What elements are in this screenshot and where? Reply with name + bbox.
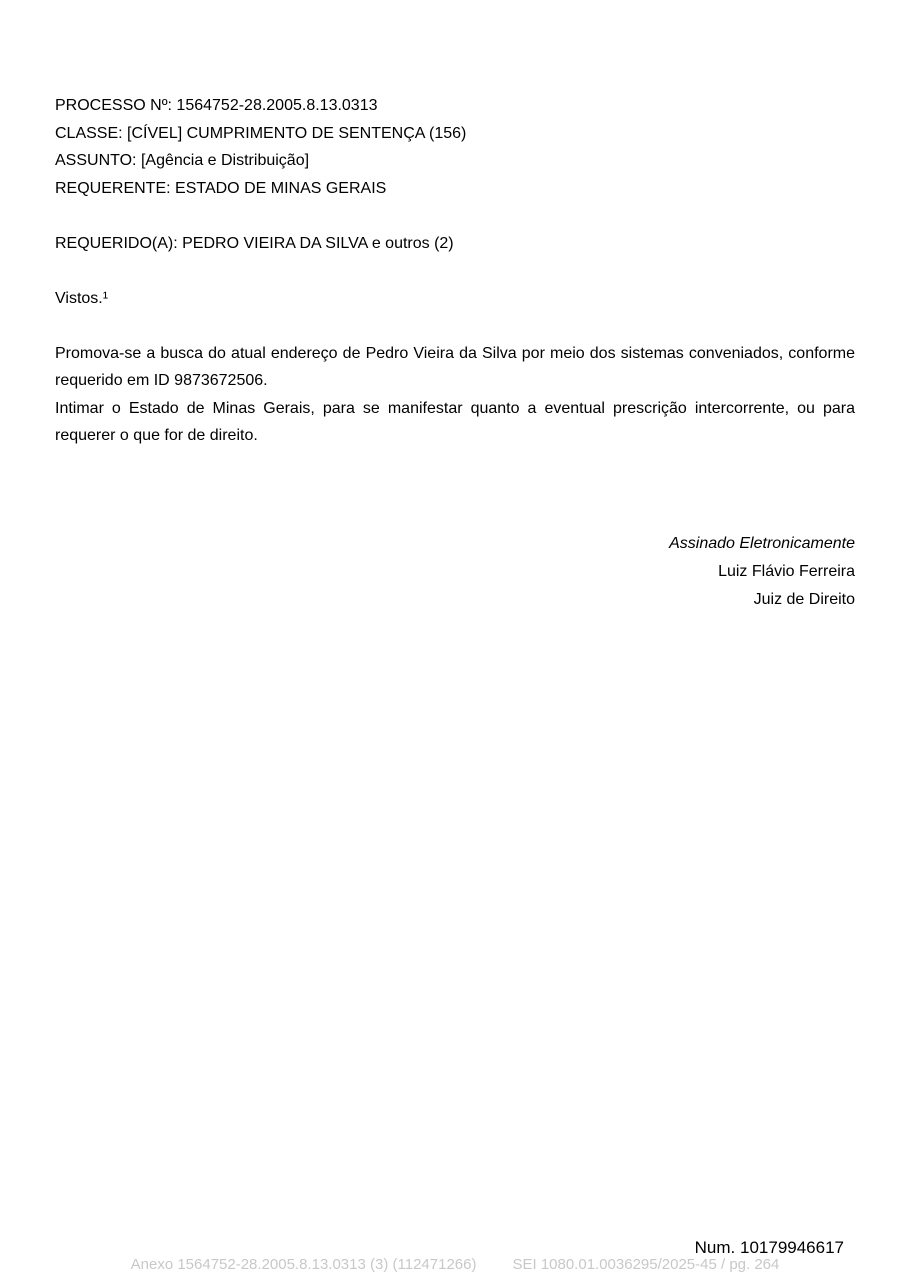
paragraph-search-address: Promova-se a busca do atual endereço de Pedro Vieira da Silva por meio dos sistemas conveniados, conforme requerido em ID 9873672506. (55, 344, 855, 389)
requerido-line: REQUERIDO(A): PEDRO VIEIRA DA SILVA e outros (2) (55, 234, 454, 252)
spacer (55, 257, 855, 285)
signer-role: Juiz de Direito (753, 591, 855, 608)
footer-sei: SEI 1080.01.0036295/2025-45 / pg. 264 (512, 1256, 780, 1273)
signature-status: Assinado Eletronicamente (669, 535, 855, 552)
vistos-line: Vistos.¹ (55, 289, 109, 307)
processo-line: PROCESSO Nº: 1564752-28.2005.8.13.0313 (55, 97, 378, 114)
paragraph-intimation: Intimar o Estado de Minas Gerais, para se manifestar quanto a eventual prescrição intercorrente, ou para requerer o que for de direito. (55, 399, 855, 444)
spacer (55, 202, 855, 230)
classe-line: CLASSE: [CÍVEL] CUMPRIMENTO DE SENTENÇA (156) (55, 124, 467, 142)
signer-name: Luiz Flávio Ferreira (718, 563, 855, 580)
assunto-line: ASSUNTO: [Agência e Distribuição] (55, 152, 310, 169)
document-number: Num. 10179946617 (694, 1238, 844, 1257)
spacer (55, 312, 855, 340)
footer-annex: Anexo 1564752-28.2005.8.13.0313 (3) (112471266) (130, 1256, 477, 1273)
footer-watermark (0, 1256, 910, 1273)
document-body (55, 92, 855, 450)
signature-block (669, 530, 855, 614)
requerente-line: REQUERENTE: ESTADO DE MINAS GERAIS (55, 179, 387, 197)
